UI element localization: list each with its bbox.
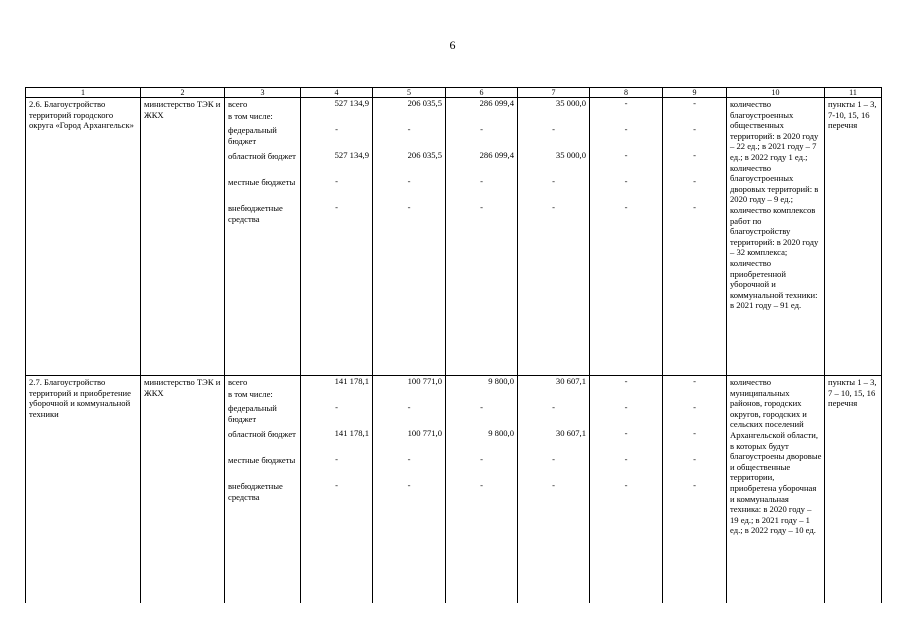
value-cell: - [590, 98, 663, 111]
value-cell: - [373, 202, 446, 225]
measure-name: 2.6. Благоустройство территорий городского округа «Город Архангельск» [26, 98, 141, 376]
value-cell: - [446, 202, 518, 225]
value-cell: - [446, 454, 518, 480]
value-cell: - [518, 454, 590, 480]
value-cell: - [590, 376, 663, 388]
value-cell: 286 099,4 [446, 150, 518, 176]
value-cell: 9 800,0 [446, 376, 518, 388]
value-cell: - [590, 480, 663, 503]
value-cell: 100 771,0 [373, 376, 446, 388]
executor: министерство ТЭК и ЖКХ [141, 98, 225, 376]
measure-name: 2.7. Благоустройство территорий и приобретение уборочной и коммунальной техники [26, 376, 141, 603]
value-cell: - [301, 202, 373, 225]
source-label: в том числе: [225, 388, 301, 402]
value-cell: - [446, 480, 518, 503]
value-cell: - [373, 402, 446, 428]
value-cell: - [590, 454, 663, 480]
value-cell: - [663, 124, 727, 150]
col-header: 5 [373, 88, 446, 98]
value-cell: - [663, 480, 727, 503]
program-table [25, 87, 882, 603]
value-cell: - [373, 480, 446, 503]
value-cell: - [590, 428, 663, 454]
col-header: 1 [26, 88, 141, 98]
executor: министерство ТЭК и ЖКХ [141, 376, 225, 603]
value-cell: 30 607,1 [518, 376, 590, 388]
col-header: 3 [225, 88, 301, 98]
source-label: федеральный бюджет [225, 124, 301, 150]
value-cell: - [663, 428, 727, 454]
value-cell: - [518, 176, 590, 202]
source-label: в том числе: [225, 110, 301, 124]
source-label: всего [225, 376, 301, 388]
value-cell: 100 771,0 [373, 428, 446, 454]
value-cell: 206 035,5 [373, 150, 446, 176]
col-header: 2 [141, 88, 225, 98]
indicators: количество муниципальных районов, городских округов, городских и сельских поселений Архангельской области, в которых будут благоустроены дворовые и общественные территории, приобретена уборочная и коммунальная техника: в 2020 году – 19 ед.; в 2021 году – 1 ед.; в 2022 году – 10 ед. [727, 376, 825, 603]
col-header: 4 [301, 88, 373, 98]
col-header: 11 [825, 88, 882, 98]
value-cell: 527 134,9 [301, 98, 373, 111]
value-cell: - [446, 402, 518, 428]
value-cell: 206 035,5 [373, 98, 446, 111]
table-row [26, 98, 882, 111]
value-cell: - [663, 202, 727, 225]
indicators: количество благоустроенных общественных территорий: в 2020 году – 22 ед.; в 2021 году – 7 ед.; в 2022 году 1 ед.; количество благоустроенных дворовых территорий: в 2020 году – 9 ед.; количество комплексов работ по благоустройству территорий: в 2020 году – 32 комплекса; количество приобретенной уборочной и коммунальной техники: в 2021 году – 91 ед. [727, 98, 825, 376]
source-label: местные бюджеты [225, 454, 301, 480]
list-points: пункты 1 – 3, 7-10, 15, 16 перечня [825, 98, 882, 376]
value-cell: 286 099,4 [446, 98, 518, 111]
col-header: 6 [446, 88, 518, 98]
value-cell: - [590, 176, 663, 202]
value-cell: 35 000,0 [518, 150, 590, 176]
value-cell: - [663, 376, 727, 388]
value-cell: - [518, 202, 590, 225]
value-cell: - [663, 98, 727, 111]
value-cell: - [301, 454, 373, 480]
value-cell: - [590, 402, 663, 428]
value-cell: 30 607,1 [518, 428, 590, 454]
source-label: внебюджетные средства [225, 480, 301, 503]
col-header: 10 [727, 88, 825, 98]
table-row [26, 376, 882, 388]
value-cell: - [518, 480, 590, 503]
value-cell: 141 178,1 [301, 376, 373, 388]
source-label: всего [225, 98, 301, 111]
page-number: 6 [449, 38, 456, 52]
value-cell: - [446, 176, 518, 202]
source-label: областной бюджет [225, 150, 301, 176]
value-cell: - [663, 402, 727, 428]
col-header: 7 [518, 88, 590, 98]
value-cell: - [590, 202, 663, 225]
value-cell: - [446, 124, 518, 150]
value-cell: 141 178,1 [301, 428, 373, 454]
value-cell: - [663, 176, 727, 202]
value-cell: - [373, 454, 446, 480]
col-header: 9 [663, 88, 727, 98]
value-cell: - [663, 454, 727, 480]
value-cell: - [301, 480, 373, 503]
col-header: 8 [590, 88, 663, 98]
value-cell: - [301, 402, 373, 428]
source-label: областной бюджет [225, 428, 301, 454]
header-row [26, 88, 882, 98]
value-cell: - [373, 124, 446, 150]
value-cell: - [301, 124, 373, 150]
value-cell: 35 000,0 [518, 98, 590, 111]
source-label: местные бюджеты [225, 176, 301, 202]
value-cell: 9 800,0 [446, 428, 518, 454]
source-label: внебюджетные средства [225, 202, 301, 225]
value-cell: 527 134,9 [301, 150, 373, 176]
list-points: пункты 1 – 3, 7 – 10, 15, 16 перечня [825, 376, 882, 603]
value-cell: - [301, 176, 373, 202]
value-cell: - [590, 150, 663, 176]
value-cell: - [518, 124, 590, 150]
value-cell: - [590, 124, 663, 150]
value-cell: - [373, 176, 446, 202]
source-label: федеральный бюджет [225, 402, 301, 428]
value-cell: - [663, 150, 727, 176]
value-cell: - [518, 402, 590, 428]
